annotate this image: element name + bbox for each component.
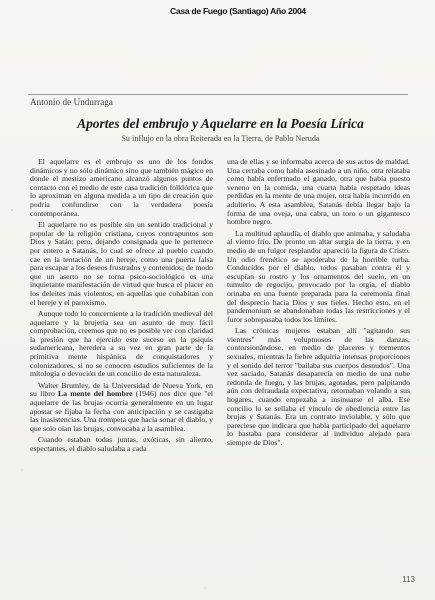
body-paragraph: una de ellas y se informaba acerca de sus actos de maldad. Una cerraba como había asesinado a un niño, otra relataba como había enfermado el ganado, otra que había puesto veneno en la comida, una cuarta había respetado ideas perdidas en la mente de una mujer, otra había incurrido en adulterio. A esta asamblea, Satanás debía llegar bajo la forma de una oveja, una cabra, un toro o un gigantesco hombre negro.	[227, 157, 410, 227]
article-subtitle: Su influjo en la obra Reiterada en la Tierra, de Pablo Neruda	[121, 134, 320, 143]
body-paragraph: Cuando estaban todas juntas, exóticas, sin aliento, espectantes, el diablo saludaba a cada	[30, 435, 213, 453]
body-paragraph: Aunque todo lo concerniente a la tradición medieval del aquelarre y la brujería sea un asunto de muy fácil comprobación, creemos que no es posible ver con claridad la presión que ha ejercido este suceso en la psiquis sudamericana, heredera a su vez en gran parte de la primitiva mente hispánica de conquistadores y colonizadores, si no se conocen estudios suficientes de la mitología o devoción de un concilio de esta naturaleza.	[30, 309, 213, 379]
page-number: 113	[402, 575, 415, 584]
body-paragraph: Las crónicas mujeres estaban allí "agitando sus vientres" más voluptuosos de las danzas, contorsionándose, en medio de placeres y tormentos sexuales, mientras la fiebre adquiría intensas proporciones y el sonido del terror "bailaba sus cuerpos desnudos". Una vez saciado, Satanás desaparecía en medio de una nube redonda de fuego, y las brujas, agotadas, pero palpitando aún con defraudada expectativa, retornaban volando a sus hogares, cuando empezaba a insinuarse el alba. Ese concilio lo se sellaba el vínculo de obediencia entre las brujas y Satanás. Era un contrato inviolable, y sólo que pareciese que indicara que había participado del aquelarre lo bastaba para considerar al individuo alejado para siempre de Dios".	[227, 326, 410, 447]
paragraph-text: Walter Brumley, de la Universidad de Nueva York, en su libro	[30, 380, 213, 399]
paragraph-text: (1946) nos dice que "el aquelarre de las brujas ocurría generalmente en un lugar apostar se fijaba la fecha con anticipación y se castigaba las inasistencias. Una trompeta que hacía sonar el diablo, y que solo oían las brujas, convocaba a la asamblea.	[30, 389, 213, 433]
header-divider	[28, 94, 408, 95]
source-stamp: Casa de Fuego (Santiago) Año 2004	[170, 6, 306, 16]
body-paragraph: El aquelarre no es posible sin un sentido tradicional y popular de la religión cristiana, cuyos contrapuntos son Dios y Satán; pero, dejando consignada que le pertenece por entero a Satanás, lo cual se ofrece al pueblo cuando cae en la tentación de un hereje, como una puerta falsa para escapar a los deseos frustrados y contenidos; de modo que un aserto no se torna psico-sociológico es una inquietante manifestación de virtud que busca el placer en los deleites más violentos, en aquellas que cohabitan con el hereje y el paroxismo.	[30, 220, 213, 307]
book-title: La mente del hombre	[58, 389, 133, 399]
body-paragraph	[30, 382, 213, 434]
article-author: Antonio de Undurraga	[30, 97, 113, 107]
article-title: Aportes del embrujo y Aquelarre en la Poesía Lírica	[77, 116, 364, 131]
body-paragraph: El aquelarre es el embrujo es uno de los fondos dinámicos y no sólo dinámico sino que también mágico en donde el mestizo americano alcanzó algunos puntos de contacto con el medio de este casa tradición folklórica que lo aproximan en alguna medida a un tipo de creación que podría confundirse con la verdadera poesía contemporánea.	[30, 157, 213, 218]
body-paragraph: La multitud aplaudía, el diablo que animaba, y saludaba al viento frío. De pronto un altar surgía de la tierra, y en medio de un fulgor resplandor apareció la figura de Cristo. Un odio frenético se apoderaba de la horrible turba. Conducidos por el diablo, todos pasaban contra él y escupían su rostro y los ornamentos del suelo, en un tumulto de regocijo, provocado por la orgía, el diablo orinaba en una fuente preparada para la ceremonia final del desprecio hacia Dios y sus fieles. Hecho esto, en el pandemonium se abandonaban todas las restricciones y el furor sobrepasaba todos los límites.	[227, 228, 410, 324]
left-column	[30, 158, 213, 457]
right-column	[227, 158, 410, 451]
